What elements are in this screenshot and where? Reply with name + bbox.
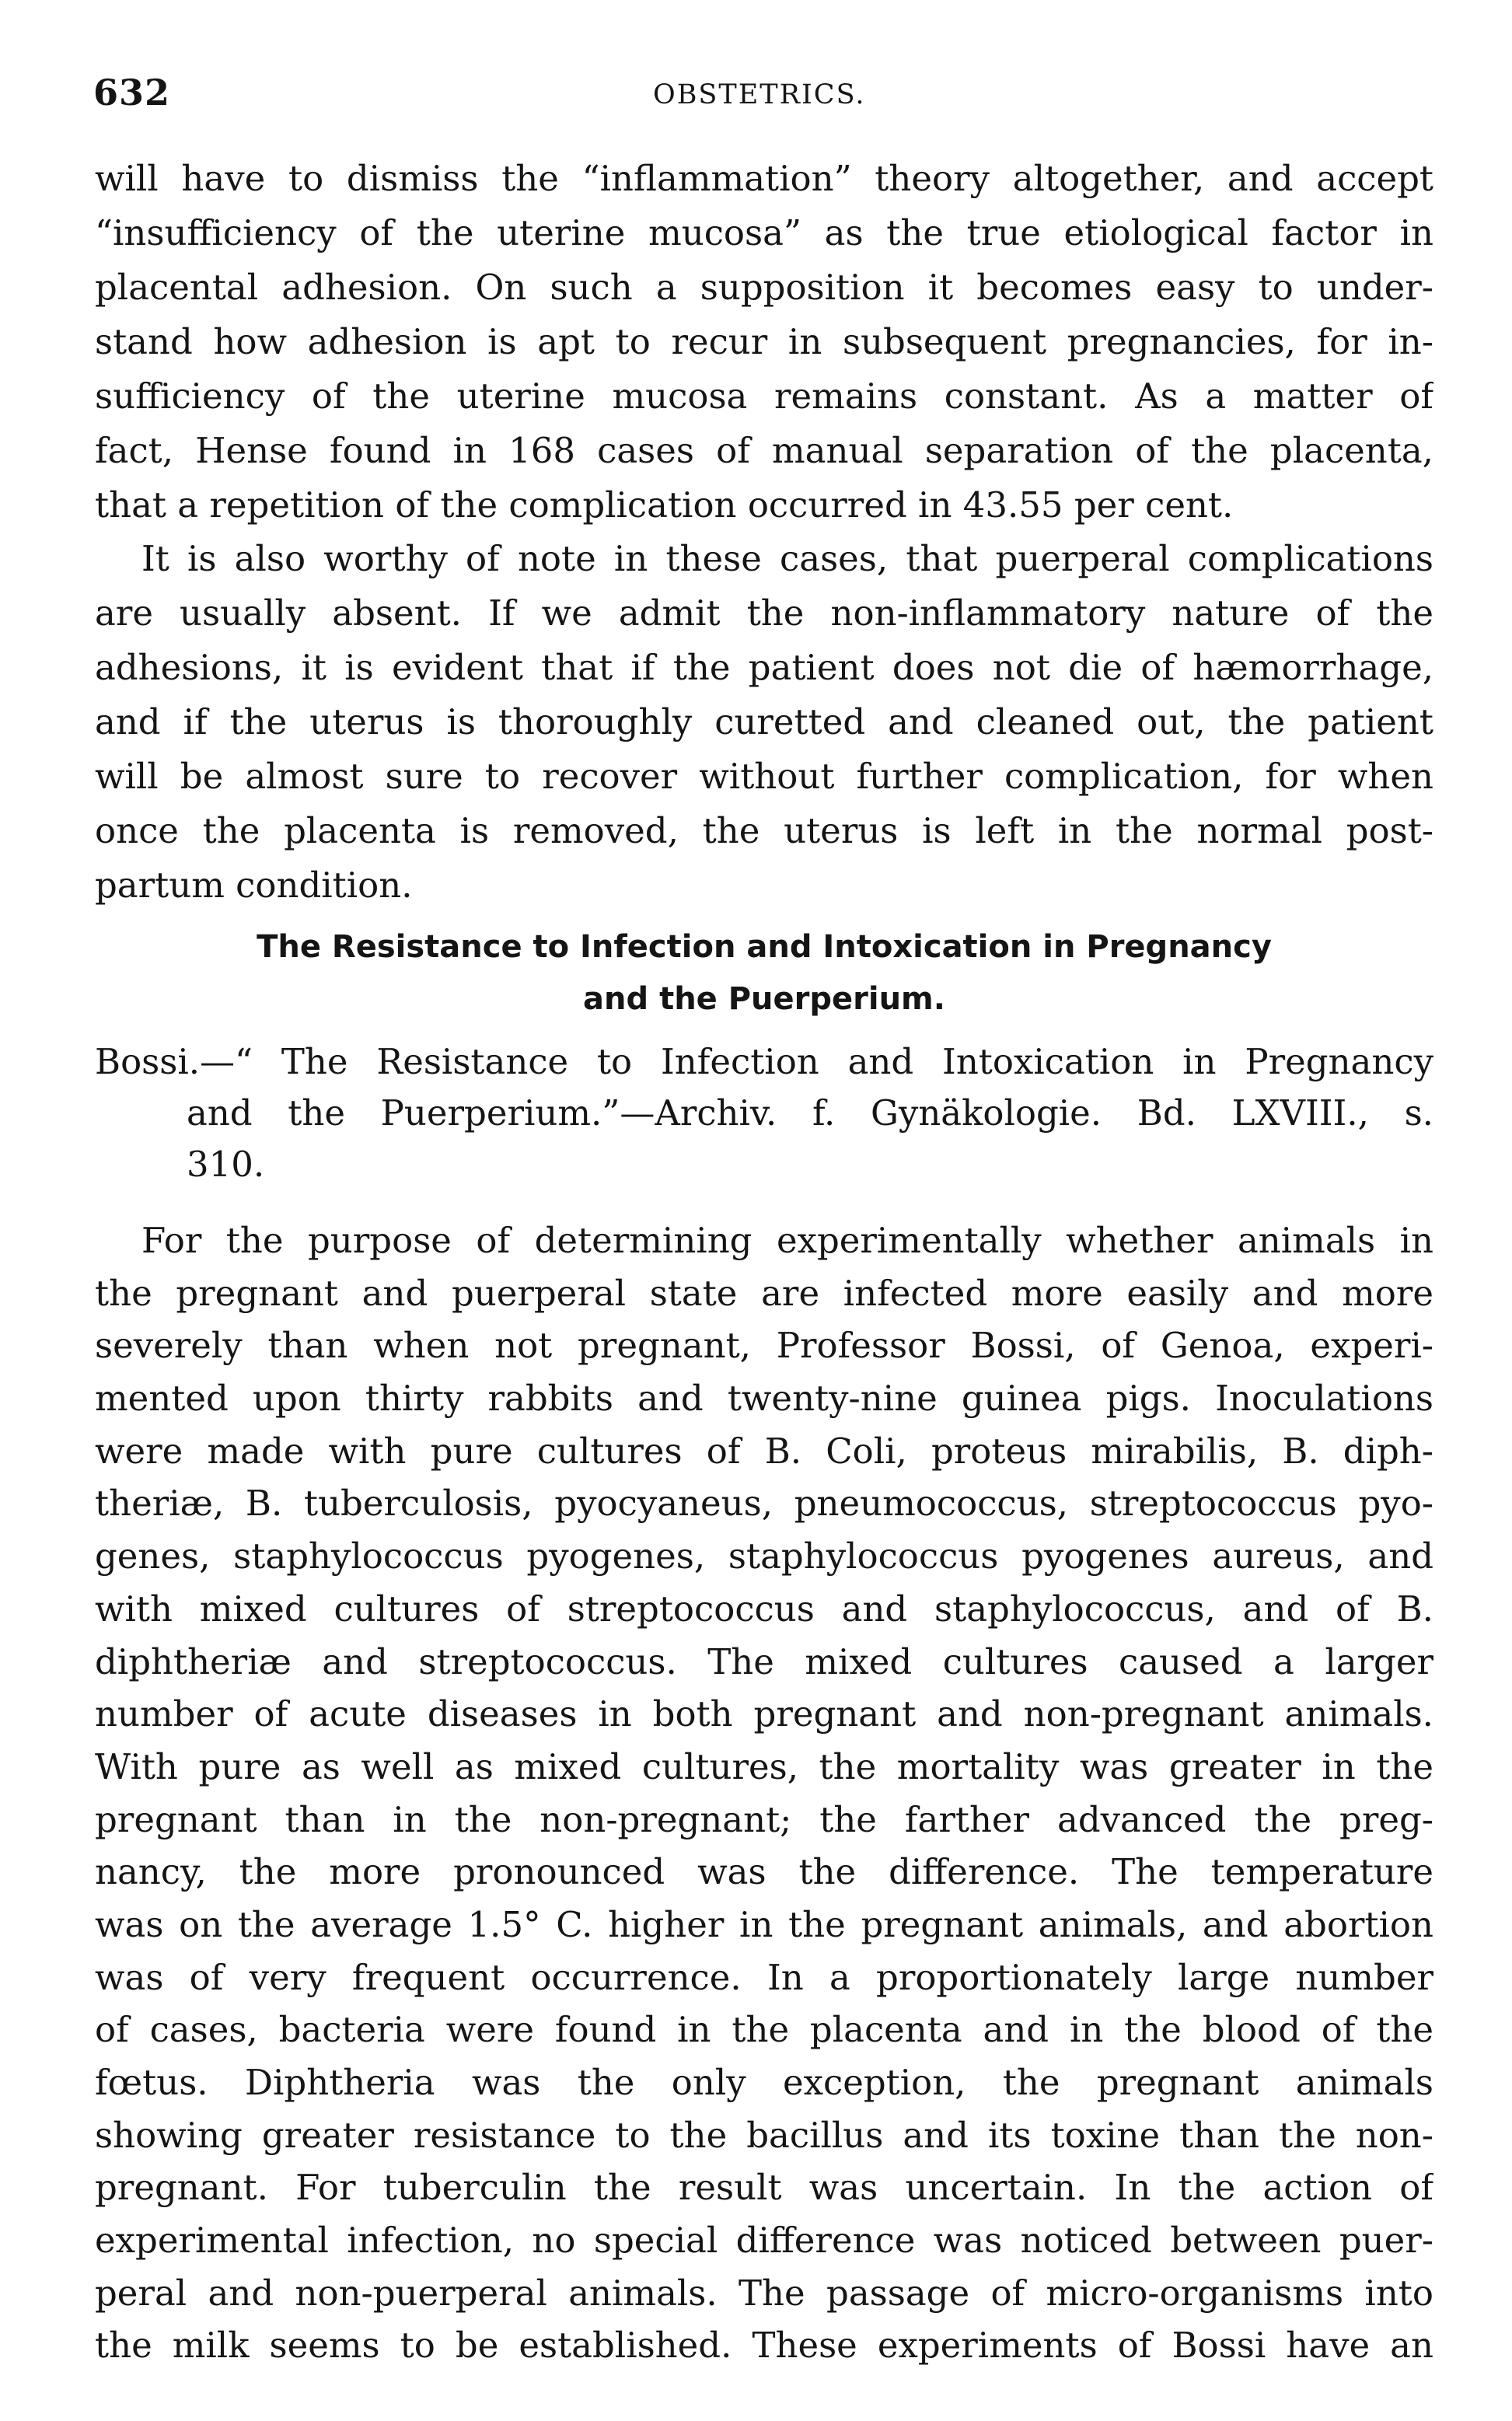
text-line: pregnant. For tuberculin the result was uncertain. In the action of (95, 2167, 1433, 2209)
heading-line: The Resistance to Infection and Intoxication in Pregnancy (257, 929, 1272, 965)
text-line: the milk seems to be established. These experiments of Bossi have an (95, 2325, 1433, 2367)
text-line: are usually absent. If we admit the non-inflammatory nature of the (95, 592, 1433, 634)
running-title: OBSTETRICS. (653, 79, 866, 110)
citation-line: Bossi.—“ The Resistance to Infection and Intoxication in Pregnancy (95, 1041, 1433, 1082)
text-line: that a repetition of the complication occurred in 43.55 per cent. (95, 484, 1234, 526)
bibliographic-citation (95, 1036, 1433, 1190)
text-line: nancy, the more pronounced was the difference. The temperature (95, 1851, 1433, 1893)
text-line: partum condition. (95, 865, 413, 906)
page-number: 632 (93, 72, 171, 114)
text-line: With pure as well as mixed cultures, the mortality was greater in the (95, 1745, 1433, 1787)
text-line: will be almost sure to recover without further complication, for when (95, 756, 1433, 797)
text-line: of cases, bacteria were found in the placenta and in the blood of the (95, 2009, 1433, 2051)
text-line: genes, staphylococcus pyogenes, staphylococcus pyogenes aureus, and (95, 1535, 1433, 1577)
text-line: fact, Hense found in 168 cases of manual separation of the placenta, (95, 430, 1433, 471)
heading-line: and the Puerperium. (583, 981, 945, 1017)
paragraph-puerperal-complications (95, 532, 1433, 913)
text-line: mented upon thirty rabbits and twenty-nine guinea pigs. Inoculations (95, 1378, 1433, 1420)
text-line: severely than when not pregnant, Professor Bossi, of Genoa, experi- (95, 1325, 1433, 1367)
paragraph-inflammation-theory (95, 152, 1433, 533)
text-line: theriæ, B. tuberculosis, pyocyaneus, pneumococcus, streptococcus pyo- (95, 1483, 1433, 1525)
text-line: fœtus. Diphtheria was the only exception, the pregnant animals (95, 2062, 1433, 2103)
text-line: pregnant than in the non-pregnant; the farther advanced the preg- (95, 1798, 1433, 1840)
text-line: were made with pure cultures of B. Coli, proteus mirabilis, B. diph- (95, 1430, 1433, 1472)
text-line: experimental infection, no special difference was noticed between puer- (95, 2220, 1433, 2262)
citation-line: 310. (187, 1144, 265, 1185)
text-line: once the placenta is removed, the uterus is left in the normal post- (95, 810, 1433, 851)
text-line: “insufficiency of the uterine mucosa” as the true etiological factor in (95, 212, 1433, 253)
section-heading (95, 921, 1433, 1025)
text-line: For the purpose of determining experimentally whether animals in (141, 1220, 1433, 1261)
text-line: with mixed cultures of streptococcus and staphylococcus, and of B. (95, 1588, 1433, 1630)
text-line: peral and non-puerperal animals. The passage of micro-organisms into (95, 2272, 1433, 2314)
text-line: was on the average 1.5° C. higher in the pregnant animals, and abortion (95, 1903, 1433, 1945)
page-header (93, 72, 1438, 126)
text-line: and if the uterus is thoroughly curetted and cleaned out, the patient (95, 701, 1433, 742)
text-line: the pregnant and puerperal state are infected more easily and more (95, 1272, 1433, 1314)
paragraph-bossi-experiments (95, 1214, 1433, 2372)
text-line: placental adhesion. On such a supposition it becomes easy to under- (95, 267, 1433, 308)
citation-line: and the Puerperium.”—Archiv. f. Gynäkologie. Bd. LXVIII., s. (187, 1092, 1433, 1134)
text-line: will have to dismiss the “inflammation” theory altogether, and accept (95, 158, 1433, 199)
text-line: adhesions, it is evident that if the patient does not die of hæmorrhage, (95, 647, 1433, 688)
text-line: was of very frequent occurrence. In a proportionately large number (95, 1956, 1433, 1998)
text-line: sufficiency of the uterine mucosa remains constant. As a matter of (95, 376, 1433, 417)
text-line: diphtheriæ and streptococcus. The mixed cultures caused a larger (95, 1640, 1433, 1682)
text-line: showing greater resistance to the bacillus and its toxine than the non- (95, 2114, 1433, 2156)
text-line: It is also worthy of note in these cases, that puerperal complications (141, 538, 1433, 579)
text-line: stand how adhesion is apt to recur in subsequent pregnancies, for in- (95, 321, 1433, 362)
text-line: number of acute diseases in both pregnant and non-pregnant animals. (95, 1693, 1433, 1735)
